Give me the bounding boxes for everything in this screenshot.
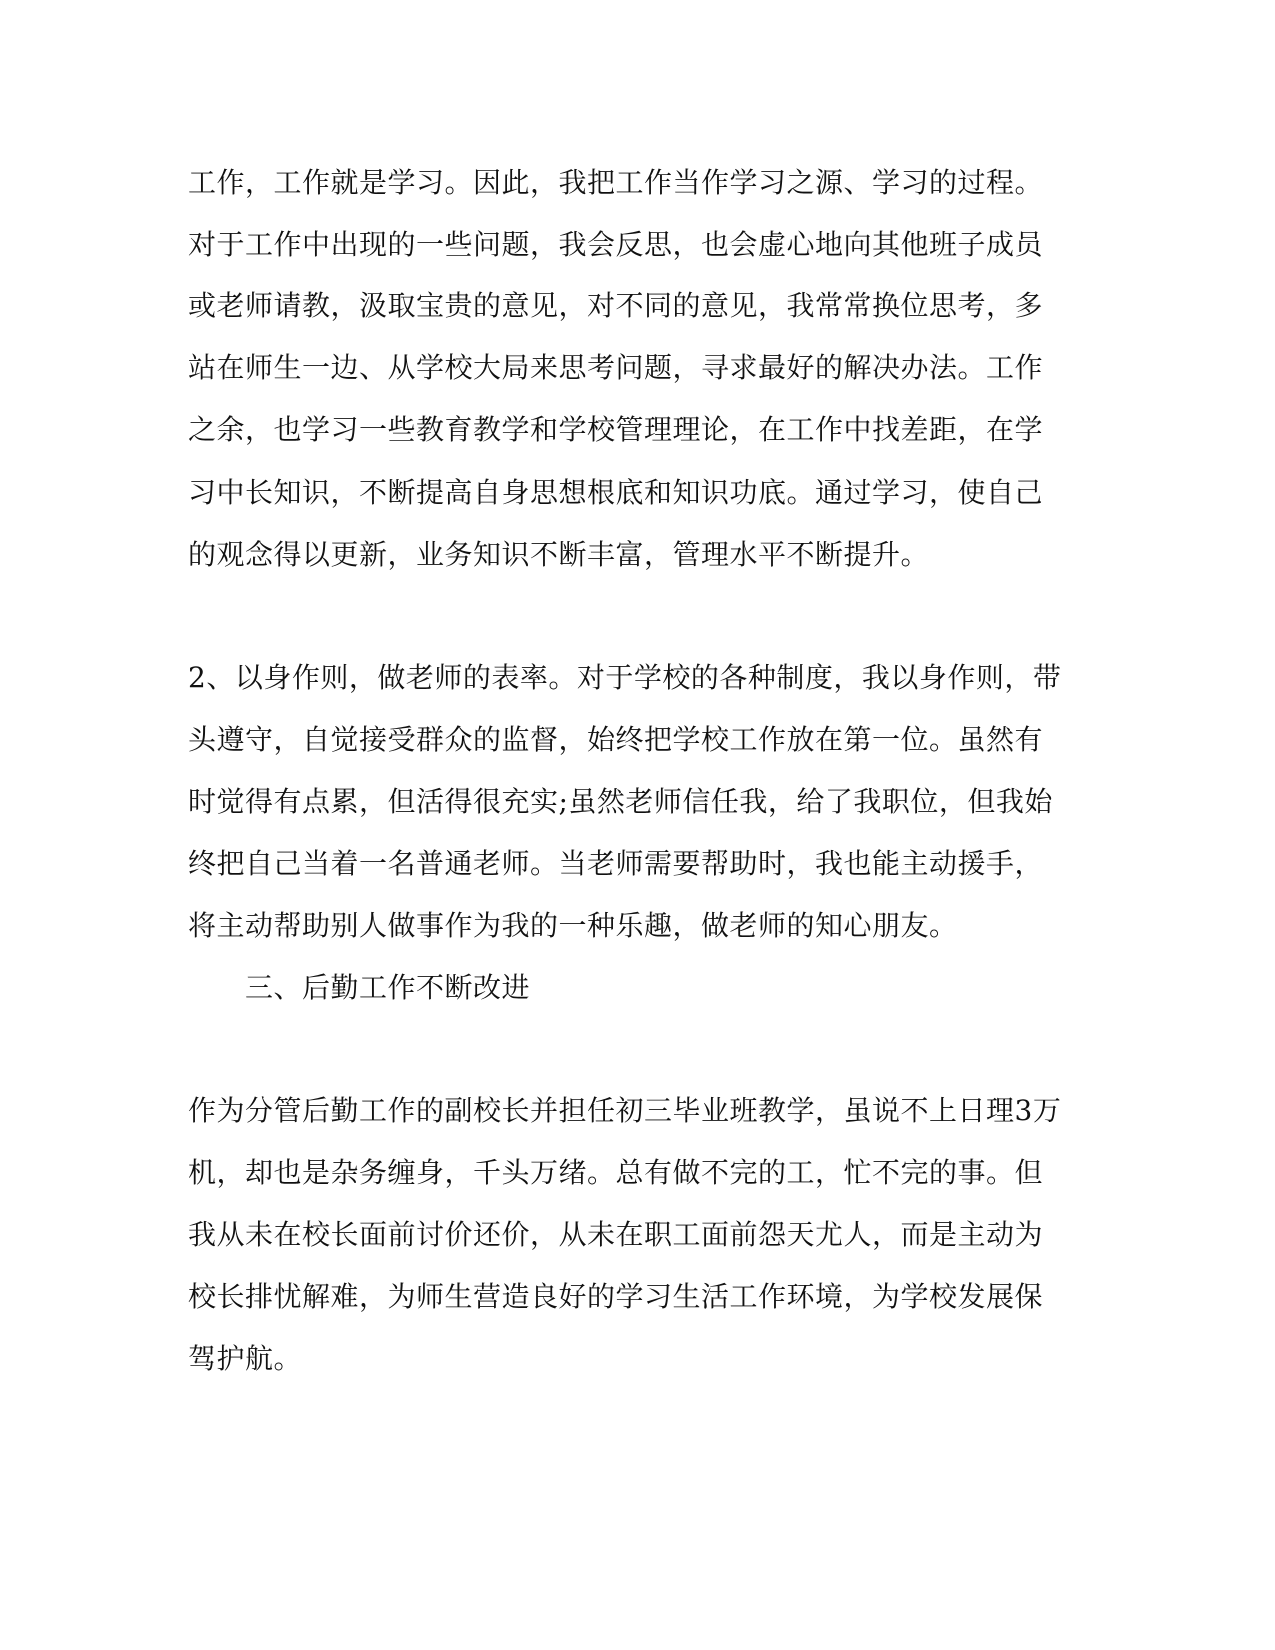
paragraph-1-line-5: 之余，也学习一些教育教学和学校管理理论，在工作中找差距，在学	[188, 413, 1044, 446]
paragraph-1-line-6: 习中长知识，不断提高自身思想根底和知识功底。通过学习，使自己	[188, 476, 1044, 509]
paragraph-3-line-4: 校长排忧解难，为师生营造良好的学习生活工作环境，为学校发展保	[188, 1280, 1044, 1313]
paragraph-1-line-2: 对于工作中出现的一些问题，我会反思，也会虚心地向其他班子成员	[188, 228, 1044, 261]
paragraph-3-line-1: 作为分管后勤工作的副校长并担任初三毕业班教学，虽说不上日理3万	[188, 1094, 1062, 1127]
paragraph-1-line-3: 或老师请教，汲取宝贵的意见，对不同的意见，我常常换位思考，多	[188, 289, 1044, 322]
paragraph-1-line-7: 的观念得以更新，业务知识不断丰富，管理水平不断提升。	[188, 538, 930, 571]
paragraph-3-line-3: 我从未在校长面前讨价还价，从未在职工面前怨天尤人，而是主动为	[188, 1218, 1044, 1251]
paragraph-3-line-2: 机，却也是杂务缠身，千头万绪。总有做不完的工，忙不完的事。但	[188, 1156, 1044, 1189]
paragraph-1-line-1: 工作，工作就是学习。因此，我把工作当作学习之源、学习的过程。	[188, 166, 1044, 199]
paragraph-2-line-1: 2、以身作则，做老师的表率。对于学校的各种制度，我以身作则，带	[188, 661, 1062, 694]
paragraph-2-line-3: 时觉得有点累，但活得很充实;虽然老师信任我，给了我职位，但我始	[188, 785, 1053, 818]
paragraph-2-line-2: 头遵守，自觉接受群众的监督，始终把学校工作放在第一位。虽然有	[188, 723, 1044, 756]
section-heading: 三、后勤工作不断改进	[245, 971, 531, 1004]
paragraph-1-line-4: 站在师生一边、从学校大局来思考问题，寻求最好的解决办法。工作	[188, 351, 1044, 384]
paragraph-2-line-4: 终把自己当着一名普通老师。当老师需要帮助时，我也能主动援手，	[188, 847, 1044, 880]
paragraph-2-line-5: 将主动帮助别人做事作为我的一种乐趣，做老师的知心朋友。	[188, 909, 958, 942]
paragraph-3-line-5: 驾护航。	[188, 1342, 303, 1375]
